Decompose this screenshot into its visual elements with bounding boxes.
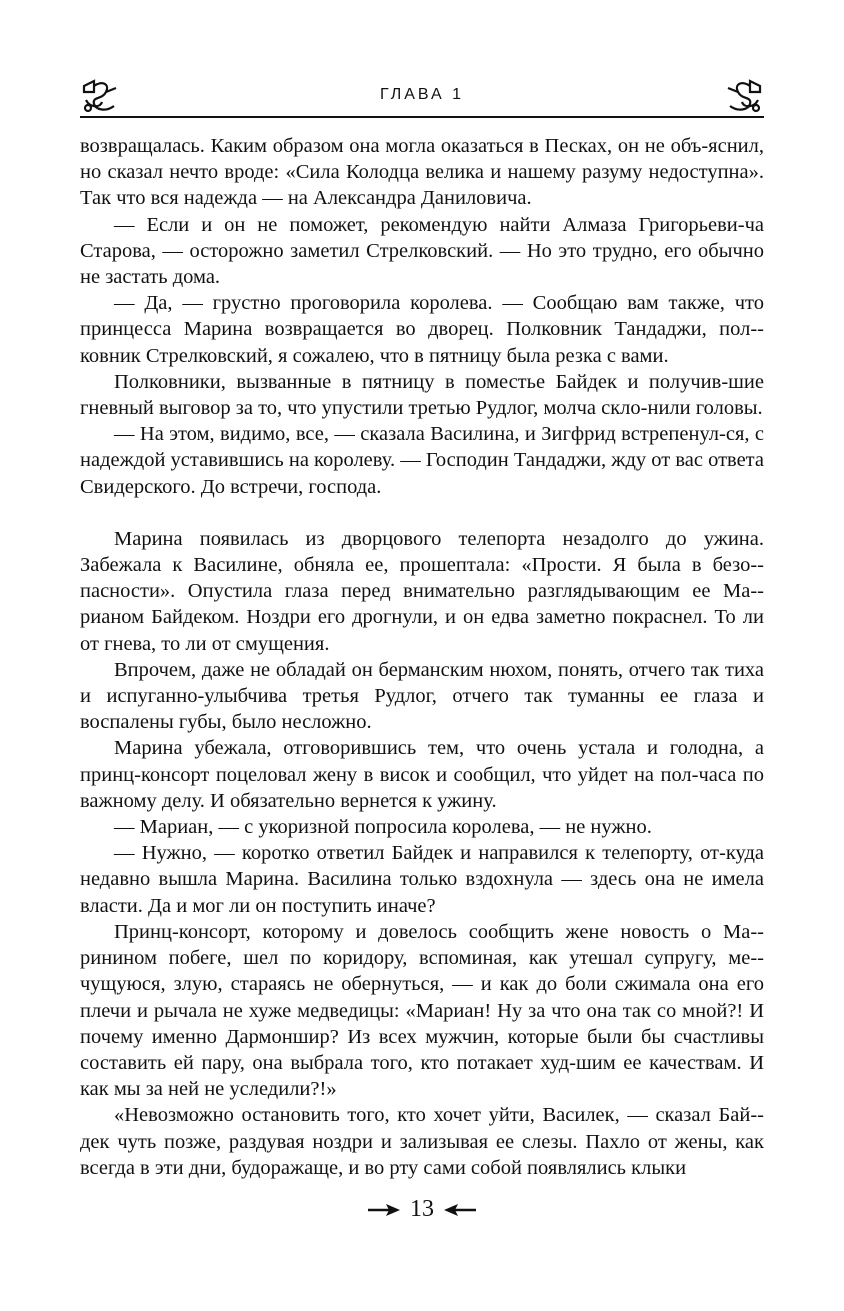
page-number: 13 [410, 1196, 434, 1222]
paragraph: «Невозможно остановить того, кто хочет уйти, Василек, — сказал Бай-дек чуть позже, раздувая ноздри и зализывая ее слезы. Пахло от жены, как всегда в эти дни, будоражаще, и во рту сами собой появлялись клыки [80, 1104, 764, 1179]
paragraph: Марина убежала, отговорившись тем, что очень устала и голодна, а принц-консорт поцеловал жену в висок и сообщил, что уйдет на пол-часа по важному делу. И обязательно вернется к ужину. [80, 737, 764, 812]
main-text [80, 133, 764, 1181]
chapter-title: ГЛАВА 1 [379, 86, 465, 103]
paragraph: Марина появилась из дворцового телепорта незадолго до ужина. Забежала к Василине, обняла ее, прошептала: «Прости. Я была в безо-пасности». Опустила глаза перед внимательно разглядывающим ее Ма-рианом Байдеком. Ноздри его дрогнули, и он едва заметно покраснел. То ли от гнева, то ли от смущения. [80, 527, 764, 655]
running-header [80, 76, 764, 120]
paragraph: Полковники, вызванные в пятницу в поместье Байдек и получив-шие гневный выговор за то, что упустили третью Рудлог, молча скло-нили головы. [80, 370, 764, 420]
arrow-right-icon [368, 1204, 400, 1216]
paragraph: — На этом, видимо, все, — сказала Василина, и Зигфрид встрепенул-ся, с надеждой уставившись на королеву. — Господин Тандаджи, жду от вас ответа Свидерского. До встречи, господа. [80, 423, 764, 498]
paragraph: — Нужно, — коротко ответил Байдек и направился к телепорту, от-куда недавно вышла Марина. Василина только вздохнула — здесь она не имела власти. Да и мог ли он поступить иначе? [80, 842, 764, 917]
arrow-left-icon [444, 1204, 476, 1216]
paragraph: Принц-консорт, которому и довелось сообщить жене новость о Ма-ринином побеге, шел по коридору, вспоминая, как утешал супругу, ме-чущуюся, злую, стараясь не обернуться, — и как до боли сжимала она его плечи и рычала не хуже медведицы: «Мариан! Ну за что она так со мной?! И почему именно Дармоншир? Из всех мужчин, которые были бы счастливы составить ей пару, она выбрала того, кто потакает худ-шим ее качествам. И как мы за ней не уследили?!» [80, 920, 764, 1101]
paragraph: возвращалась. Каким образом она могла оказаться в Песках, он не объ-яснил, но сказал нечто вроде: «Сила Колодца велика и нашему разуму недоступна». Так что вся надежда — на Александра Даниловича. [80, 135, 764, 210]
paragraph: — Да, — грустно проговорила королева. — Сообщаю вам также, что принцесса Марина возвращается во дворец. Полковник Тандаджи, пол-ковник Стрелковский, я сожалею, что в пятницу была резка с вами. [80, 292, 764, 367]
paragraph: — Мариан, — с укоризной попросила королева, — не нужно. [114, 816, 652, 839]
section-break [80, 500, 764, 526]
celtic-knot-icon [724, 78, 764, 114]
paragraph: — Если и он не поможет, рекомендую найти Алмаза Григорьеви-ча Старова, — осторожно заметил Стрелковский. — Но это трудно, его обычно не застать дома. [80, 213, 764, 289]
paragraph: Впрочем, даже не обладай он берманским нюхом, понять, отчего так тиха и испуганно-улыбчива третья Рудлог, отчего так туманны ее глаза и воспалены губы, было несложно. [80, 658, 764, 734]
header-divider [80, 116, 764, 118]
page-footer [0, 1196, 844, 1226]
